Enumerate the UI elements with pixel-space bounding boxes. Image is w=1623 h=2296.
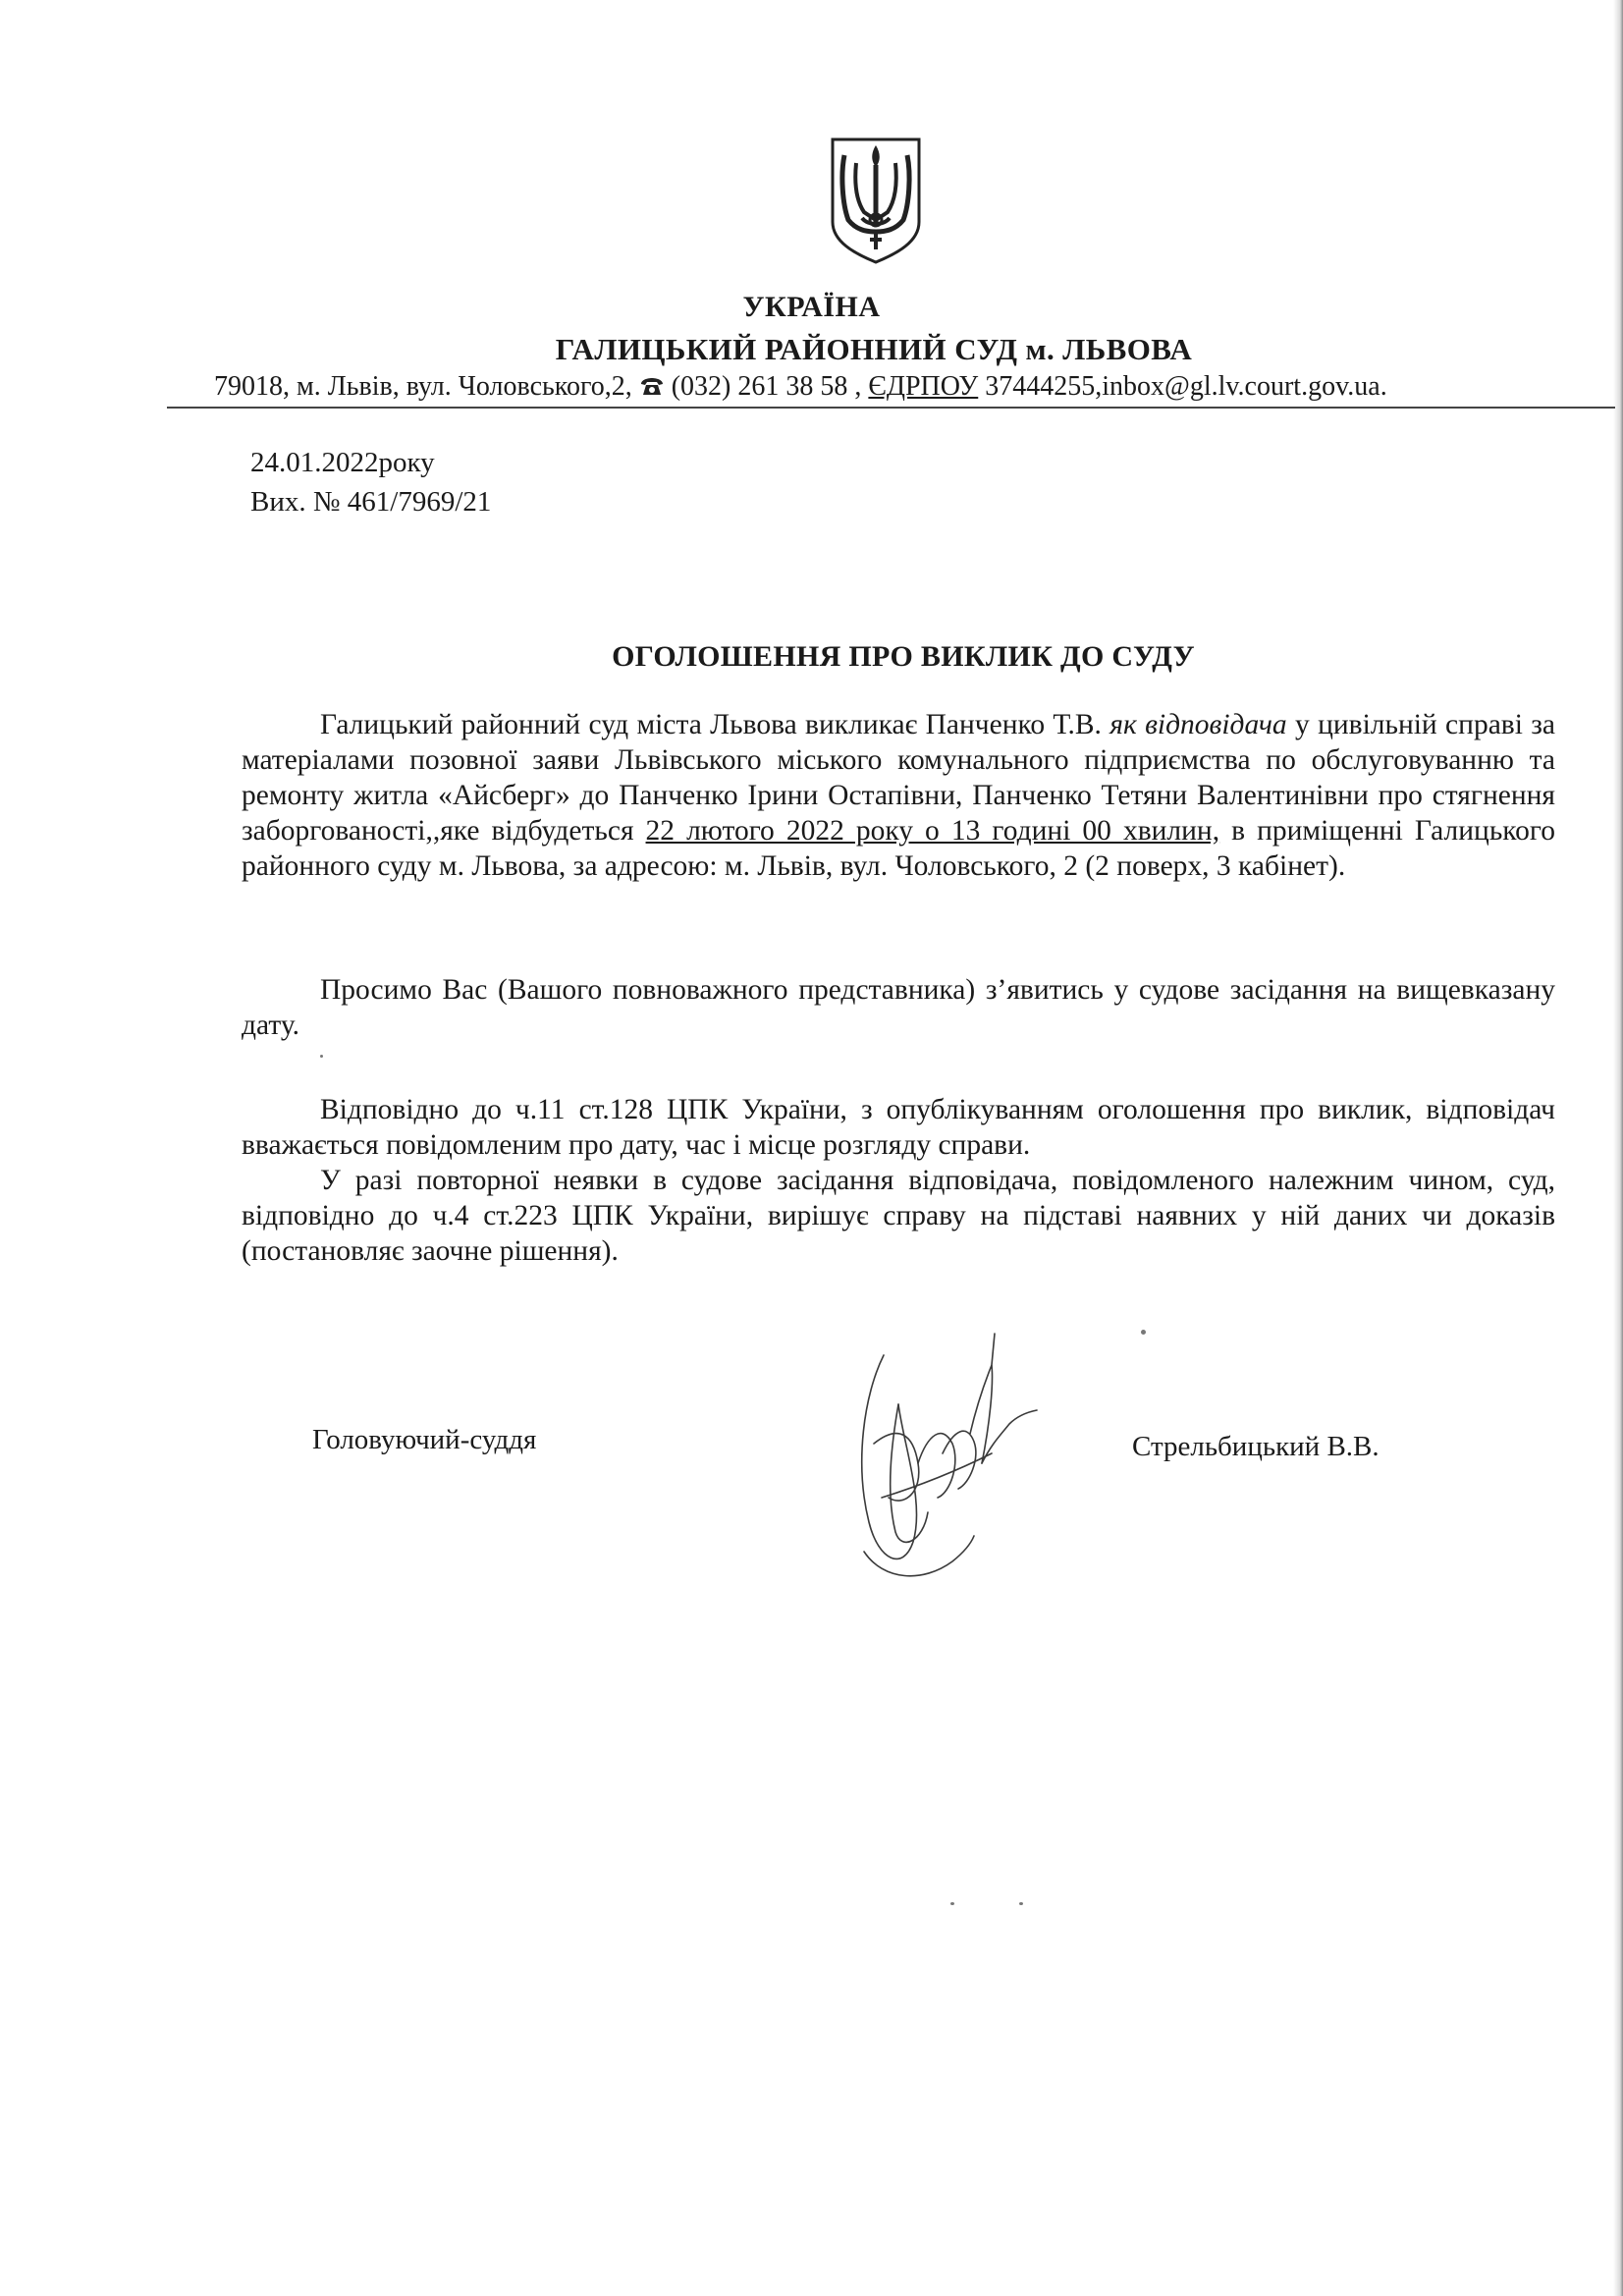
notification-paragraph [242,1092,1555,1163]
appearance-request-paragraph [242,972,1555,1043]
outgoing-number: Вих. № 461/7969/21 [250,486,492,518]
appearance-request-text: Просимо Вас (Вашого повноважного представника) з’явитись у судове засідання на вищевказану дату. [242,974,1555,1041]
scan-speck [1019,1902,1023,1905]
document-date: 24.01.2022року [250,447,435,478]
hearing-location: в приміщенні Галицького районного суду м. Львова, за адресою: м. Львів, вул. Чоловського, 2 (2 поверх, 3 кабінет). [242,815,1555,882]
scan-speck [950,1902,954,1905]
notification-text: Відповідно до ч.11 ст.128 ЦПК України, з опублікуванням оголошення про виклик, відповідач вважається повідомленим про дату, час і місце розгляду справи. [242,1094,1555,1161]
scan-speck [320,1055,323,1058]
document-title: ОГОЛОШЕННЯ ПРО ВИКЛИК ДО СУДУ [612,640,1195,673]
default-judgment-text: У разі повторної неявки в судове засідання відповідача, повідомленого належним чином, суд, відповідно до ч.4 ст.223 ЦПК України, вирішує справу на підставі наявних у ній даних чи доказів (постановляє заочне рішення). [242,1165,1555,1267]
scan-speck [1141,1330,1146,1335]
header-divider [167,407,1615,409]
edrpou-and-email: 37444255,inbox@gl.lv.court.gov.ua. [985,371,1387,402]
court-contact-line [214,371,1387,403]
court-name-heading: ГАЛИЦЬКИЙ РАЙОННИЙ СУД м. ЛЬВОВА [555,332,1193,366]
summons-paragraph [242,707,1555,884]
hearing-datetime: 22 лютого 2022 року о 13 годині 00 хвилин, [645,815,1220,847]
judge-position: Головуючий-суддя [312,1424,537,1455]
coat-of-arms-emblem [827,136,925,265]
summons-intro: Галицький районний суд міста Львова викликає Панченко Т.В. [320,709,1110,740]
default-judgment-paragraph [242,1163,1555,1269]
edrpou-label: ЄДРПОУ [868,371,979,402]
judge-name: Стрельбицький В.В. [1132,1431,1380,1462]
court-phone: (032) 261 38 58 , [671,371,862,402]
handwritten-signature [844,1326,1051,1591]
telephone-icon [639,377,665,397]
case-description: у цивільній справі за матеріалами позовної заяви Львівського міського комунального підприємства по обслуговуванню та ремонту житла «Айсберг» до Панченко Ірини Остапівни, Панченко Тетяни Валентинівни про стягнення заборгованості,,яке відбудеться [242,709,1555,847]
country-heading: УКРАЇНА [742,291,881,323]
court-address: 79018, м. Львів, вул. Чоловського,2, [214,371,632,402]
defendant-role: як відповідача [1109,709,1287,740]
